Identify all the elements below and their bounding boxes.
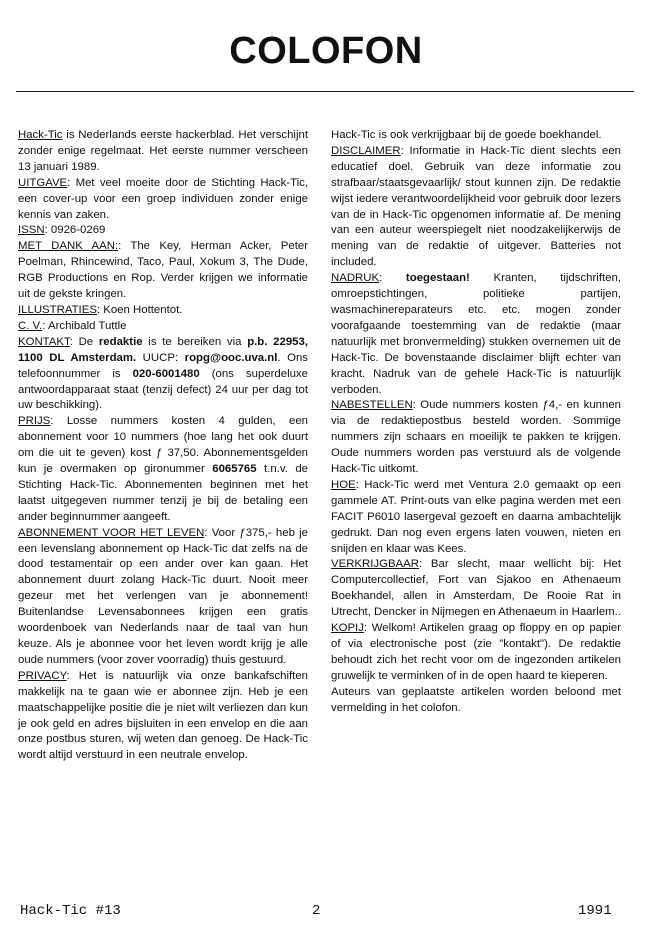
privacy-label: PRIVACY [18, 669, 67, 682]
kontakt-email: ropg@ooc.uva.nl [184, 351, 278, 364]
nabestellen-paragraph [331, 398, 621, 478]
nadruk-paragraph [331, 271, 621, 398]
kontakt-paragraph [18, 335, 308, 415]
verkrijgbaar-paragraph [331, 557, 621, 621]
kontakt-text-4: . Ons telefoonnummer is [18, 351, 308, 380]
illustraties-paragraph [18, 303, 308, 319]
abonnement-paragraph [18, 526, 308, 669]
kopij-label: KOPIJ [331, 622, 364, 635]
hacktic-label: Hack-Tic [18, 129, 63, 141]
verkrijgbaar-text: : Bar slecht, maar wellicht bij: Het Computercollectief, Fort van Sjakoo en Athenaeum Boekhandel, allen in Amsterdam, De Rooie Rat in Utrecht, Dencker in Nijmegen en Athenaeum in Haarlem.. [331, 558, 621, 619]
kontakt-text-3: UUCP: [136, 351, 185, 364]
prijs-label: PRIJS [18, 415, 51, 428]
cv-text: : Archibald Tuttle [42, 319, 127, 332]
hacktic-paragraph [18, 128, 308, 176]
footer-page-number: 2 [312, 903, 321, 919]
nadruk-label: NADRUK [331, 272, 380, 285]
disclaimer-text: : Informatie in Hack-Tic dient slechts een educatief doel. Gebruik van deze informatie zou strafbaar/staatsgevaarlijk/ stout kunnen zijn. De redaktie wijst iedere verantwoordelijkheid voor gebruik door lezers van de in Hack-Tic opgenomen informatie af. De mening van een auteur weerspiegelt niet noodzakelijkerwijs de mening van de redaktie of uitgever. Batteries not included. [331, 144, 621, 269]
prijs-text-2: t.n.v. de Stichting Hack-Tic. Abonnementen beginnen met het laatst uitgegeven nummer tenzij je bij de betaling een ander beginnummer aangeeft. [18, 463, 309, 523]
uitgave-label: UITGAVE [18, 176, 68, 189]
kontakt-text-5: (ons superdeluxe antwoordapparaat staat (tenzij defect) 24 uur per dag tot uw beschikking). [18, 367, 308, 412]
abonnement-label: ABONNEMENT VOOR HET LEVEN [18, 526, 205, 539]
nadruk-bold: toegestaan! [405, 272, 470, 285]
title-divider [16, 91, 634, 92]
hoe-paragraph [331, 478, 621, 558]
metdankaan-text: : The Key, Herman Acker, Peter Poelman, Rhincewind, Taco, Paul, Xokum 3, The Dude, RGB Productions en Rop. Verder krijgen we informatie uit de gekste kringen. [18, 240, 308, 301]
footer-magazine: Hack-Tic #13 [20, 903, 121, 919]
left-column [18, 128, 308, 764]
issn-label: ISSN [18, 224, 45, 237]
privacy-paragraph [18, 669, 308, 764]
disclaimer-paragraph [331, 144, 621, 271]
hoe-label: HOE [331, 478, 356, 491]
auteurs-paragraph [331, 685, 621, 717]
intro-text: Hack-Tic is ook verkrijgbaar bij de goede boekhandel. [331, 129, 602, 141]
issn-paragraph [18, 223, 308, 239]
kontakt-text-1: : De [69, 335, 99, 348]
cv-paragraph [18, 319, 308, 335]
privacy-text: : Het is natuurlijk via onze bankafschiften makkelijk na te gaan wie er abonnee zijn. Heb je een maatschappelijke positie die je niet wilt verliezen dan kun je ook geld en adres bijsluiten in een envelop en die aan onze postbus sturen, wij weten dan genoeg. De Hack-Tic wordt altijd verstuurd in een neutrale envelop. [18, 669, 308, 762]
right-column [331, 128, 621, 717]
kopij-text: : Welkom! Artikelen graag op floppy en op papier of via electronische post (zie "kontakt"). De redaktie behoudt zich het recht voor om de ingezonden artikelen gruwelijk te verminken of in de open haard te kieperen. [331, 622, 621, 682]
prijs-paragraph [18, 414, 308, 525]
footer-year: 1991 [578, 903, 612, 919]
prijs-gironummer: 6065765 [212, 463, 257, 476]
hacktic-text: is Nederlands eerste hackerblad. Het verschijnt zonder enige regelmaat. Het eerste nummer verscheen 13 januari 1989. [18, 129, 308, 173]
kopij-paragraph [331, 621, 621, 685]
cv-label: C. V. [18, 319, 43, 332]
kontakt-text-2: is te bereiken via [142, 335, 248, 348]
illustraties-label: ILLUSTRATIES [18, 303, 97, 316]
verkrijgbaar-label: VERKRIJGBAAR [331, 558, 419, 571]
nadruk-text-2: Kranten, tijdschriften, omroepstichtingen, politieke partijen, wasmachinereparateurs etc. etc. mogen zonder voorafgaande toestemming van de redaktie (maar natuurlijk met bronvermelding) stukken overnemen uit de Hack-Tic. De bovenstaande disclaimer blijft echter van kracht. Nadruk van de gehele Hack-Tic is natuurlijk verboden. [331, 272, 621, 396]
nabestellen-label: NABESTELLEN [331, 399, 413, 412]
uitgave-text: : Met veel moeite door de Stichting Hack-Tic, een cover-up voor een groep individuen zonder enige kennis van zaken. [18, 176, 308, 221]
kontakt-address: p.b. 22953, 1100 DL Amsterdam. [18, 335, 308, 364]
kontakt-phone: 020-6001480 [132, 367, 200, 380]
page-title: COLOFON [229, 30, 423, 72]
intro-paragraph [331, 128, 621, 144]
metdankaan-paragraph [18, 239, 308, 303]
disclaimer-label: DISCLAIMER [331, 144, 401, 157]
auteurs-text: Auteurs van geplaatste artikelen worden beloond met vermelding in het colofon. [331, 685, 621, 714]
nadruk-text-1: : [379, 272, 406, 285]
issn-text: : 0926-0269 [44, 224, 106, 237]
kontakt-bold-1: redaktie [98, 335, 143, 348]
nabestellen-text: : Oude nummers kosten ƒ4,- en kunnen via de redaktiepostbus besteld worden. Sommige nummers zijn schaars en moeilijk te pakken te krijgen. Oude nummers worden pas verstuurd als de volgende Hack-Tic uitkomt. [331, 399, 621, 476]
illustraties-text: : Koen Hottentot. [96, 303, 183, 316]
kontakt-label: KONTAKT [18, 335, 70, 348]
metdankaan-label: MET DANK AAN: [18, 240, 119, 253]
abonnement-text: : Voor ƒ375,- heb je een levenslang abonnement op Hack-Tic dat zelfs na de dood testamentair op een ander over kan gaan. Het abonnement duurt zolang Hack-Tic duurt. Nooit meer gezeur met het verlengen van je abonnement! Buitenlandse Levensabonnees krijgen een gratis woordenboek van Nederlands naar de taal van hun keuze. Als je abonnee voor het leven wordt krijg je alle oude nummers (voor zover voorradig) thuis gestuurd. [18, 526, 308, 666]
uitgave-paragraph [18, 176, 308, 224]
hoe-text: : Hack-Tic werd met Ventura 2.0 gemaakt op een gammele AT. Print-outs van elke pagina werden met een FACIT P6010 lasergeval gezoeft en daarna ambachtelijk gedrukt. Dan nog even ergens laten vouwen, nieten en snijden en klaar was Kees. [331, 478, 621, 555]
prijs-text-1: : Losse nummers kosten 4 gulden, een abonnement voor 10 nummers (hoe lang het ook duurt om die uit te geven) kost ƒ 37,50. Abonnementsgelden kun je overmaken op gironummer [18, 415, 308, 476]
